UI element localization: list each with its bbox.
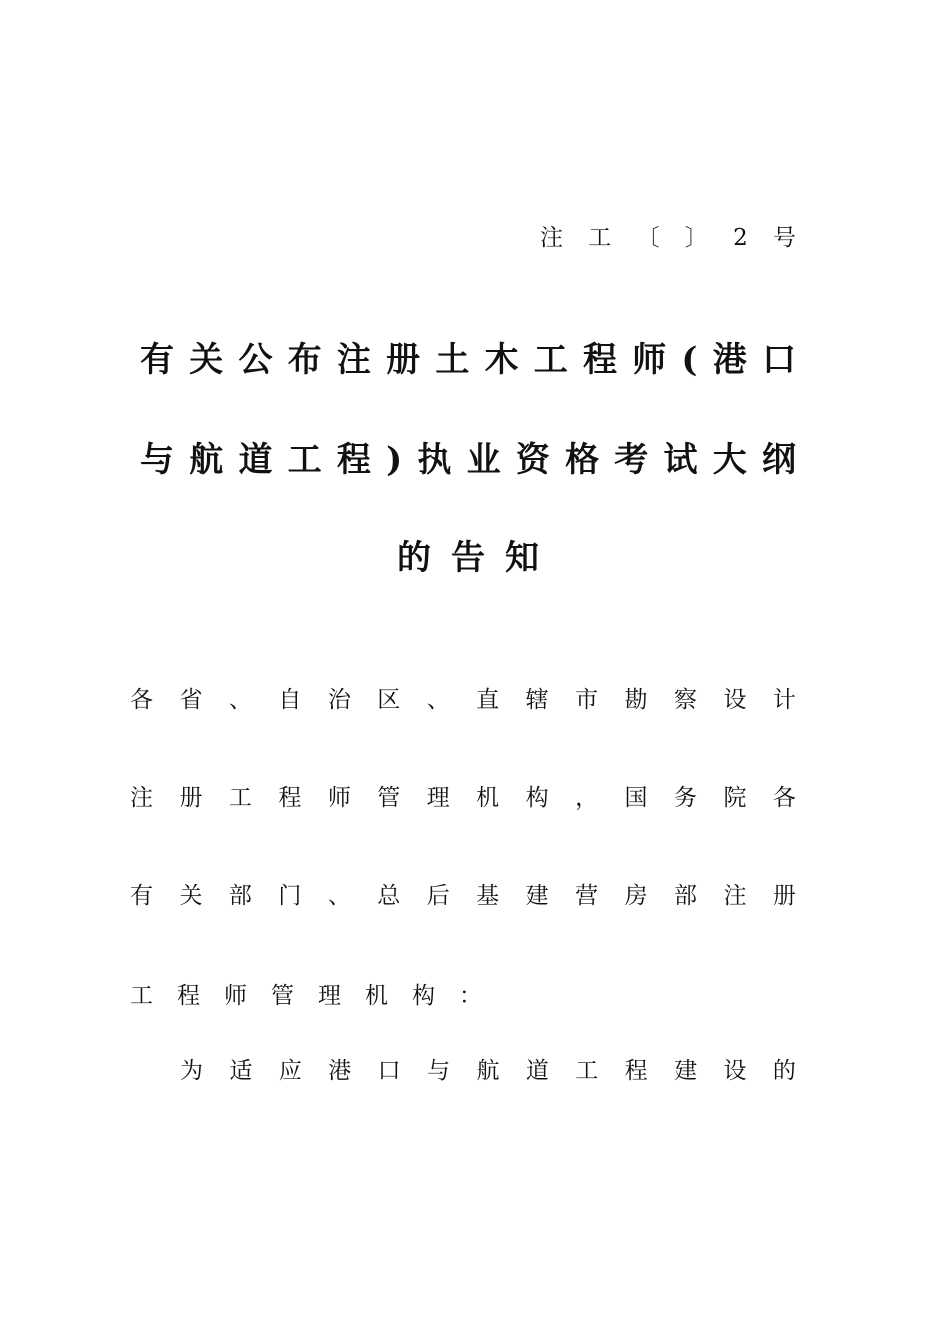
body-line-1-char: 察 <box>673 687 697 713</box>
body-line-2-char: 国 <box>624 785 648 811</box>
title-line-3-char: 告 <box>451 538 485 578</box>
body-line-1-char: 自 <box>278 687 302 713</box>
body-line-4 <box>130 978 796 1014</box>
body-line-3-char: 建 <box>525 883 549 909</box>
title-line-1-char: 关 <box>189 340 224 380</box>
body-line-1-char: 设 <box>723 687 747 713</box>
body-line-3-char: 部 <box>228 883 252 909</box>
body-line-2-char: 管 <box>377 785 401 811</box>
title-line-3 <box>140 533 796 583</box>
title-line-2-char: ) <box>386 440 403 480</box>
title-line-2-char: 航 <box>189 440 224 480</box>
body-line-2-char: ， <box>575 785 599 811</box>
body-line-3-char: 关 <box>179 883 203 909</box>
body-line-1-char: 治 <box>327 687 351 713</box>
body-line-2-char: 工 <box>228 785 252 811</box>
title-line-2-char: 考 <box>614 440 649 480</box>
title-line-1 <box>140 335 796 385</box>
body-line-4-char: 师 <box>224 983 247 1009</box>
body-line-2-char: 理 <box>426 785 450 811</box>
document-number-char: 〔 <box>636 225 660 251</box>
body-line-2-char: 院 <box>723 785 747 811</box>
title-line-2 <box>140 435 796 485</box>
title-line-2-char: 格 <box>565 440 600 480</box>
body-line-1 <box>130 682 796 718</box>
body-line-1-char: 计 <box>772 687 796 713</box>
document-number-char: 注 <box>540 225 563 251</box>
body-line-4-char: ： <box>459 983 482 1009</box>
body-line-3-char: 册 <box>772 883 796 909</box>
title-line-1-char: 册 <box>386 340 421 380</box>
title-line-1-char: 土 <box>435 340 470 380</box>
title-line-3-char: 知 <box>505 538 539 578</box>
body-line-3-char: 后 <box>426 883 450 909</box>
body-line-2-char: 程 <box>278 785 302 811</box>
body-line-3-char: 基 <box>476 883 500 909</box>
body-line-5-char: 设 <box>723 1058 747 1084</box>
title-line-2-char: 程 <box>336 440 371 480</box>
body-line-1-char: 辖 <box>525 687 549 713</box>
body-line-5 <box>180 1053 796 1089</box>
title-line-2-char: 道 <box>238 440 273 480</box>
title-line-2-char: 工 <box>287 440 322 480</box>
title-line-1-char: 程 <box>582 340 617 380</box>
title-line-1-char: 有 <box>140 340 174 380</box>
body-line-1-char: 勘 <box>624 687 648 713</box>
body-line-2-char: 师 <box>327 785 351 811</box>
document-number-char: 〕 <box>684 225 708 251</box>
body-line-1-char: 直 <box>476 687 500 713</box>
body-line-2-char: 务 <box>673 785 697 811</box>
body-line-5-char: 道 <box>525 1058 549 1084</box>
body-line-5-char: 为 <box>180 1058 203 1084</box>
title-line-2-char: 资 <box>515 440 550 480</box>
title-line-1-char: 港 <box>712 340 747 380</box>
body-line-3-char: 、 <box>327 883 351 909</box>
body-line-2-char: 注 <box>130 785 153 811</box>
body-line-5-char: 口 <box>377 1058 401 1084</box>
body-line-2-char: 构 <box>525 785 549 811</box>
body-line-5-char: 与 <box>427 1058 451 1084</box>
body-line-5-char: 航 <box>476 1058 500 1084</box>
title-line-1-char: ( <box>681 340 698 380</box>
body-line-3-char: 有 <box>130 883 153 909</box>
title-line-2-char: 业 <box>466 440 501 480</box>
body-line-2-char: 机 <box>476 785 500 811</box>
body-line-5-char: 工 <box>575 1058 599 1084</box>
body-line-5-char: 港 <box>328 1058 352 1084</box>
title-line-2-char: 执 <box>417 440 452 480</box>
title-line-3-char: 的 <box>397 538 431 578</box>
body-line-2 <box>130 780 796 816</box>
document-number-char: 号 <box>772 225 796 251</box>
title-line-1-char: 口 <box>761 340 796 380</box>
body-line-4-char: 管 <box>271 983 294 1009</box>
body-line-4-char: 程 <box>177 983 200 1009</box>
body-line-1-char: 、 <box>426 687 450 713</box>
body-line-4-char: 工 <box>130 983 153 1009</box>
document-number <box>540 220 796 256</box>
body-line-1-char: 市 <box>575 687 599 713</box>
body-line-2-char: 册 <box>179 785 203 811</box>
title-line-1-char: 木 <box>484 340 519 380</box>
title-line-1-char: 公 <box>238 340 273 380</box>
title-line-1-char: 布 <box>287 340 322 380</box>
title-line-2-char: 与 <box>140 440 174 480</box>
body-line-2-char: 各 <box>772 785 796 811</box>
body-line-1-char: 区 <box>377 687 401 713</box>
body-line-5-char: 应 <box>278 1058 302 1084</box>
body-line-4-char: 机 <box>365 983 388 1009</box>
body-line-4-char: 构 <box>412 983 435 1009</box>
body-line-3-char: 部 <box>673 883 697 909</box>
title-line-1-char: 工 <box>533 340 568 380</box>
body-line-3-char: 注 <box>723 883 747 909</box>
body-line-3-char: 门 <box>278 883 302 909</box>
document-number-char: 2 <box>733 225 748 251</box>
body-line-1-char: 省 <box>179 687 203 713</box>
title-line-1-char: 师 <box>632 340 667 380</box>
body-line-1-char: 各 <box>130 687 153 713</box>
document-number-char: 工 <box>588 225 612 251</box>
title-line-2-char: 纲 <box>761 440 796 480</box>
body-line-5-char: 程 <box>624 1058 648 1084</box>
body-line-5-char: 建 <box>674 1058 698 1084</box>
body-line-5-char: 适 <box>229 1058 253 1084</box>
title-line-2-char: 试 <box>663 440 698 480</box>
body-line-3-char: 房 <box>624 883 648 909</box>
body-line-3-char: 营 <box>575 883 599 909</box>
body-line-5-char: 的 <box>772 1058 796 1084</box>
body-line-1-char: 、 <box>228 687 252 713</box>
title-line-1-char: 注 <box>336 340 371 380</box>
title-line-2-char: 大 <box>712 440 747 480</box>
body-line-3-char: 总 <box>377 883 401 909</box>
body-line-4-char: 理 <box>318 983 341 1009</box>
body-line-3 <box>130 878 796 914</box>
